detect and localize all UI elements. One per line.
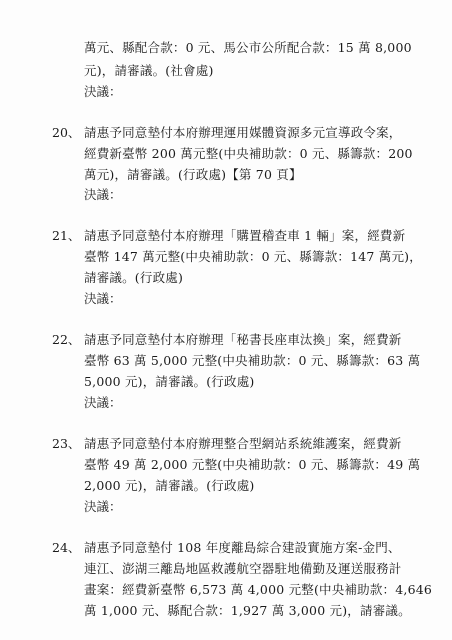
- item-23-line-1: 請惠予同意墊付本府辦理整合型網站系統維護案，經費新: [84, 436, 402, 451]
- item-21-line-1: 請惠予同意墊付本府辦理「購置稽查車 1 輛」案，經費新: [84, 228, 406, 243]
- item-22-number: 22、: [52, 332, 81, 347]
- item-22-line-2: 臺幣 63 萬 5,000 元整(中央補助款：0 元、縣籌款：63 萬: [84, 353, 421, 368]
- item-24-line-4: 萬 1,000 元、縣配合款：1,927 萬 3,000 元)，請審議。: [84, 603, 411, 618]
- item-20-line-1: 請惠予同意墊付本府辦理運用媒體資源多元宣導政令案，: [84, 125, 402, 140]
- item-23-line-2: 臺幣 49 萬 2,000 元整(中央補助款：0 元、縣籌款：49 萬: [84, 457, 421, 472]
- item-22-line-1: 請惠予同意墊付本府辦理「秘書長座車汰換」案，經費新: [84, 332, 402, 347]
- intro-line-2: 元)，請審議。(社會處): [84, 63, 214, 78]
- intro-line-1: 萬元、縣配合款：0 元、馬公市公所配合款：15 萬 8,000: [84, 40, 412, 55]
- item-22-resolution: 決議：: [84, 395, 122, 410]
- item-24-line-2: 連江、澎湖三離島地區救護航空器駐地備勤及運送服務計: [84, 561, 402, 576]
- item-20-resolution: 決議：: [84, 187, 122, 202]
- item-22-line-3: 5,000 元)，請審議。(行政處): [84, 374, 255, 389]
- item-20-line-2: 經費新臺幣 200 萬元整(中央補助款：0 元、縣籌款：200: [84, 146, 413, 161]
- item-20-line-3: 萬元)，請審議。(行政處)【第 70 頁】: [84, 167, 302, 182]
- item-21-number: 21、: [52, 228, 81, 243]
- item-23-resolution: 決議：: [84, 499, 122, 514]
- item-24-number: 24、: [52, 540, 81, 555]
- intro-resolution: 決議：: [84, 84, 122, 99]
- item-24-line-3: 畫案：經費新臺幣 6,573 萬 4,000 元整(中央補助款：4,646: [84, 582, 433, 597]
- item-21-line-2: 臺幣 147 萬元整(中央補助款：0 元、縣籌款：147 萬元)，: [84, 249, 422, 264]
- item-20-number: 20、: [52, 125, 81, 140]
- item-23-number: 23、: [52, 436, 81, 451]
- item-21-resolution: 決議：: [84, 291, 122, 306]
- item-21-line-3: 請審議。(行政處): [84, 270, 184, 285]
- item-23-line-3: 2,000 元)，請審議。(行政處): [84, 478, 255, 493]
- item-24-line-1: 請惠予同意墊付 108 年度離島綜合建設實施方案-金門、: [84, 540, 401, 555]
